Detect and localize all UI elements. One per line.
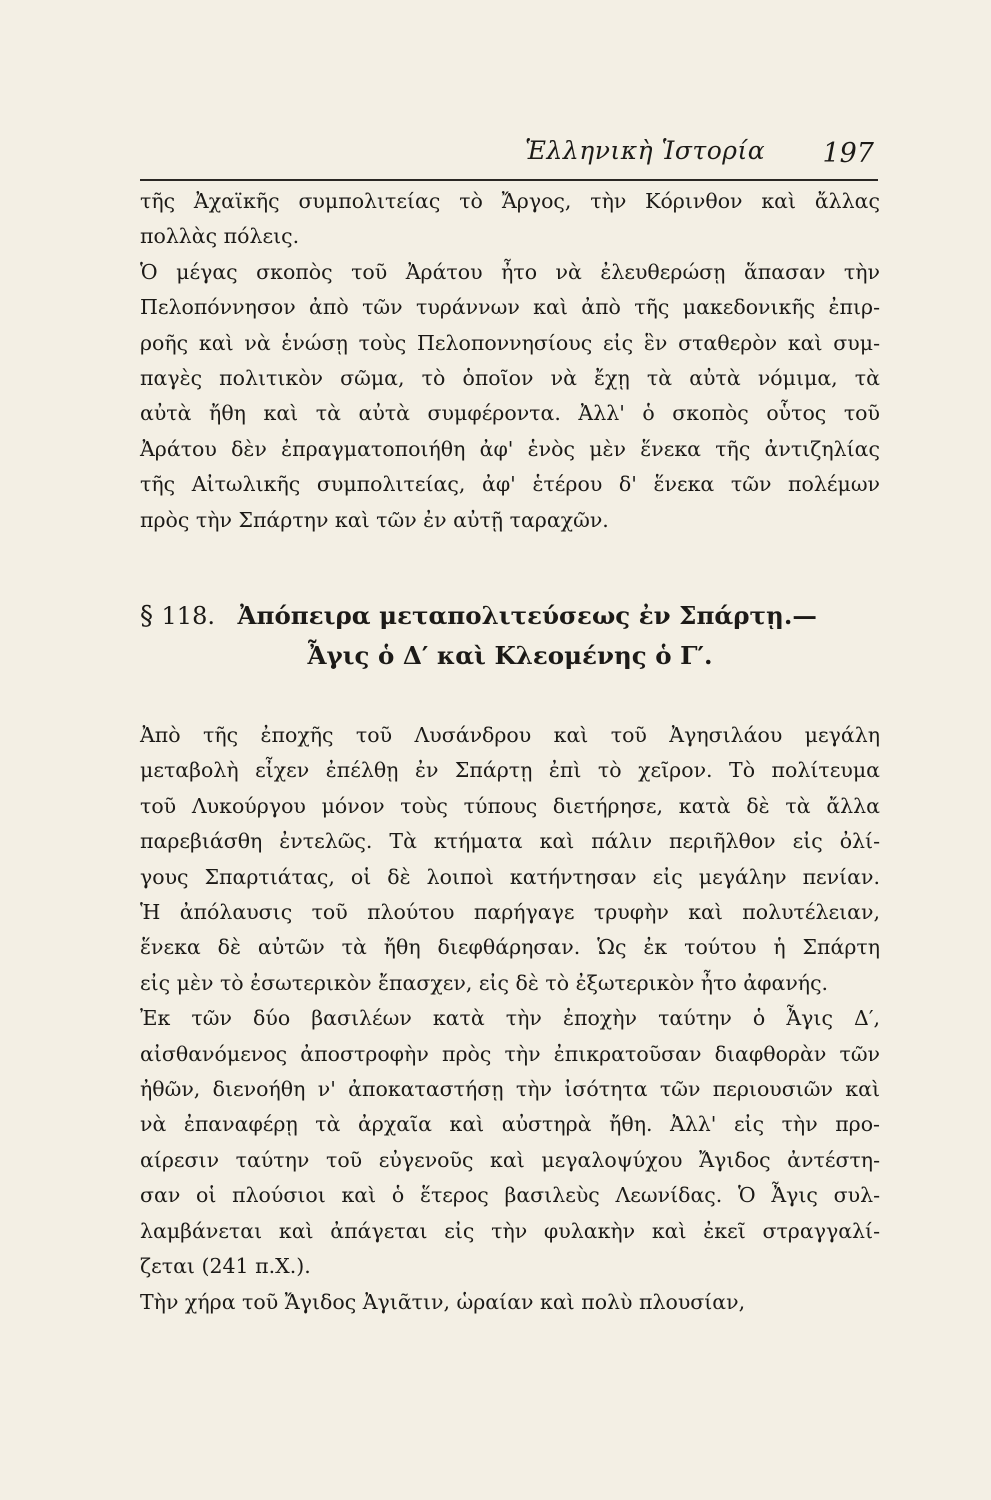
text-line: ἠθῶν, διενοήθη ν' ἀποκαταστήσῃ τὴν ἰσότητα τῶν περιουσιῶν καὶ [140, 1077, 880, 1102]
text-line: λαμβάνεται καὶ ἀπάγεται εἰς τὴν φυλακὴν καὶ ἐκεῖ στραγγαλί- [140, 1218, 880, 1243]
text-line: τῆς Αἰτωλικῆς συμπολιτείας, ἀφ' ἑτέρου δ' ἕνεκα τῶν πολέμων [140, 472, 880, 497]
text-line: πολλὰς πόλεις. [140, 224, 300, 249]
text-line: σαν οἱ πλούσιοι καὶ ὁ ἕτερος βασιλεὺς Λεωνίδας. Ὁ Ἆγις συλ- [140, 1183, 880, 1208]
section-heading-line-1 [140, 596, 880, 636]
text-line: παγὲς πολιτικὸν σῶμα, τὸ ὁποῖον νὰ ἔχῃ τὰ αὐτὰ νόμιμα, τὰ [140, 366, 880, 391]
text-line: γους Σπαρτιάτας, οἱ δὲ λοιποὶ κατήντησαν εἰς μεγάλην πενίαν. [140, 864, 880, 889]
paragraph [140, 1001, 880, 1284]
paragraph [140, 718, 880, 1001]
text-line: Ἡ ἀπόλαυσις τοῦ πλούτου παρήγαγε τρυφὴν καὶ πολυτέλειαν, [140, 900, 880, 925]
text-line: αίρεσιν ταύτην τοῦ εὐγενοῦς καὶ μεγαλοψύχου Ἄγιδος ἀντέστη- [140, 1147, 880, 1172]
text-line: ροῆς καὶ νὰ ἑνώσῃ τοὺς Πελοποννησίους εἰς ἓν σταθερὸν καὶ συμ- [140, 330, 880, 355]
page-header [140, 132, 878, 176]
header-rule [140, 179, 878, 181]
running-title: Ἑλληνικὴ Ἱστορία [525, 136, 766, 165]
text-line: τοῦ Λυκούργου μόνον τοὺς τύπους διετήρησε, κατὰ δὲ τὰ ἄλλα [140, 793, 880, 818]
section-number: 118. [161, 602, 215, 630]
text-line: ζεται (241 π.Χ.). [140, 1254, 311, 1279]
text-line: πρὸς τὴν Σπάρτην καὶ τῶν ἐν αὐτῇ ταραχῶν. [140, 507, 609, 532]
paragraph [140, 1285, 880, 1320]
text-line: εἰς μὲν τὸ ἐσωτερικὸν ἔπασχεν, εἰς δὲ τὸ ἐξωτερικὸν ἦτο ἀφανής. [140, 970, 829, 995]
section-mark: § [140, 601, 153, 631]
text-line: ἕνεκα δὲ αὐτῶν τὰ ἤθη διεφθάρησαν. Ὡς ἐκ τούτου ἡ Σπάρτη [140, 935, 880, 960]
text-line: Πελοπόννησον ἀπὸ τῶν τυράννων καὶ ἀπὸ τῆς μακεδονικῆς ἐπιρ- [140, 295, 880, 320]
text-line: παρεβιάσθη ἐντελῶς. Τὰ κτήματα καὶ πάλιν περιῆλθον εἰς ὀλί- [140, 829, 880, 854]
body-text-bottom [140, 718, 880, 1320]
text-line: Τὴν χήρα τοῦ Ἄγιδος Ἀγιᾶτιν, ὡραίαν καὶ πολὺ πλουσίαν, [140, 1289, 746, 1314]
page-number: 197 [822, 138, 874, 169]
text-line: νὰ ἐπαναφέρῃ τὰ ἀρχαῖα καὶ αὐστηρὰ ἤθη. Ἀλλ' εἰς τὴν προ- [140, 1112, 880, 1137]
text-line: τῆς Ἀχαϊκῆς συμπολιτείας τὸ Ἄργος, τὴν Κόρινθον καὶ ἄλλας [140, 189, 880, 213]
section-title-line-2: Ἆγις ὁ Δ′ καὶ Κλεομένης ὁ Γ′. [307, 641, 713, 670]
text-line: μεταβολὴ εἶχεν ἐπέλθῃ ἐν Σπάρτῃ ἐπὶ τὸ χεῖρον. Τὸ πολίτευμα [140, 758, 880, 783]
paragraph [140, 184, 880, 255]
text-line: αὐτὰ ἤθη καὶ τὰ αὐτὰ συμφέροντα. Ἀλλ' ὁ σκοπὸς οὗτος τοῦ [140, 401, 880, 426]
section-title-line-1: Ἀπόπειρα μεταπολιτεύσεως ἐν Σπάρτῃ.— [237, 601, 817, 630]
text-line: αἰσθανόμενος ἀποστροφὴν πρὸς τὴν ἐπικρατοῦσαν διαφθορὰν τῶν [140, 1041, 880, 1066]
text-line: Ἀράτου δὲν ἐπραγματοποιήθη ἀφ' ἑνὸς μὲν ἕνεκα τῆς ἀντιζηλίας [140, 436, 880, 461]
text-line: Ὁ μέγας σκοπὸς τοῦ Ἀράτου ἦτο νὰ ἐλευθερώσῃ ἅπασαν τὴν [140, 259, 880, 284]
body-text-top [140, 184, 880, 538]
text-line: Ἐκ τῶν δύο βασιλέων κατὰ τὴν ἐποχὴν ταύτην ὁ Ἆγις Δ′, [140, 1006, 880, 1031]
section-heading [140, 596, 880, 676]
paragraph [140, 255, 880, 538]
text-line: Ἀπὸ τῆς ἐποχῆς τοῦ Λυσάνδρου καὶ τοῦ Ἀγησιλάου μεγάλη [140, 723, 880, 747]
